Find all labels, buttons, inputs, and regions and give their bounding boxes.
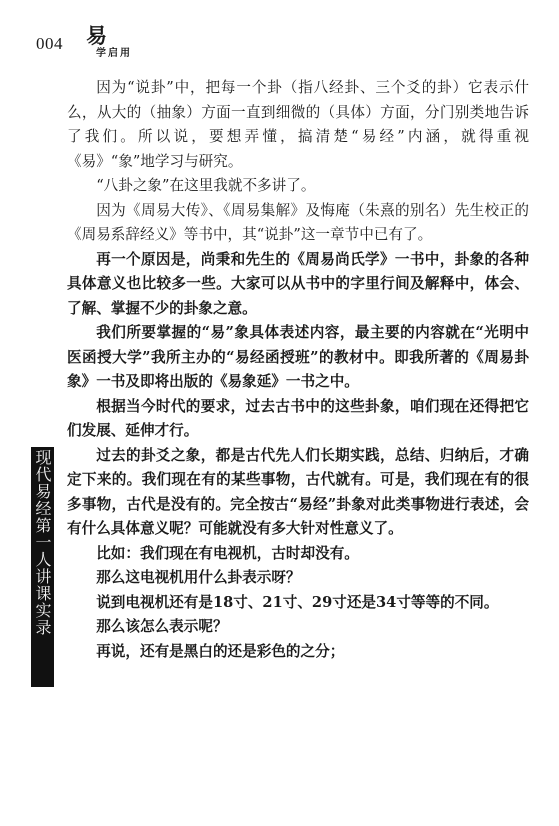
side-thumb-tab: [31, 447, 54, 687]
paragraph: 我们所要掌握的“易”象具体表述内容，最主要的内容就在“光明中医函授大学”我所主办的“易经函授班”的教材中。即我所著的《周易卦象》一书及即将出版的《易象延》一书之中。: [67, 324, 529, 390]
paragraph: 再说，还有是黑白的还是彩色的之分；: [96, 642, 345, 660]
side-thumb-tab-text: 现代易经第一人讲课实录: [33, 449, 52, 636]
page-number: 004: [36, 34, 63, 53]
paragraph: “八卦之象”在这里我就不多讲了。: [96, 177, 316, 194]
paragraph: 说到电视机还有是18寸、21寸、29寸还是34寸等等的不同。: [96, 593, 499, 611]
body-text: [67, 76, 529, 664]
paragraph: 那么这电视机用什么卦表示呀？: [96, 569, 301, 586]
paragraph: 因为“说卦”中，把每一个卦（指八经卦、三个爻的卦）它表示什么，从大的（抽象）方面一直到细微的（具体）方面，分门别类地告诉了我们。所以说，要想弄懂，搞清楚“易经”内涵，就得重视《易》“象”地学习与研究。: [67, 79, 529, 170]
paragraph: 比如：我们现在有电视机，古时却没有。: [96, 544, 359, 562]
paragraph: 过去的卦爻之象，都是古代先人们长期实践，总结、归纳后，才确定下来的。我们现在有的某些事物，古代就有。可是，我们现在有的很多事物，古代是没有的。完全按古“易经”卦象对此类事物进行表述，会有什么具体意义呢？可能就没有多大针对性意义了。: [67, 446, 529, 537]
series-title-subtext: 学启用: [96, 48, 132, 59]
paragraph: 再一个原因是，尚秉和先生的《周易尚氏学》一书中，卦象的各种具体意义也比较多一些。大家可以从书中的字里行间及解释中，体会、了解、掌握不少的卦象之意。: [67, 250, 529, 317]
paragraph: 根据当今时代的要求，过去古书中的这些卦象，咱们现在还得把它们发展、延伸才行。: [67, 397, 529, 439]
page-header: [36, 20, 336, 60]
paragraph: 因为《周易大传》、《周易集解》及悔庵（朱熹的别名）先生校正的《周易系辞经义》等书中，其“说卦”这一章节中已有了。: [67, 201, 529, 243]
series-title-char: 易: [86, 23, 107, 48]
paragraph: 那么该怎么表示呢？: [96, 618, 228, 635]
